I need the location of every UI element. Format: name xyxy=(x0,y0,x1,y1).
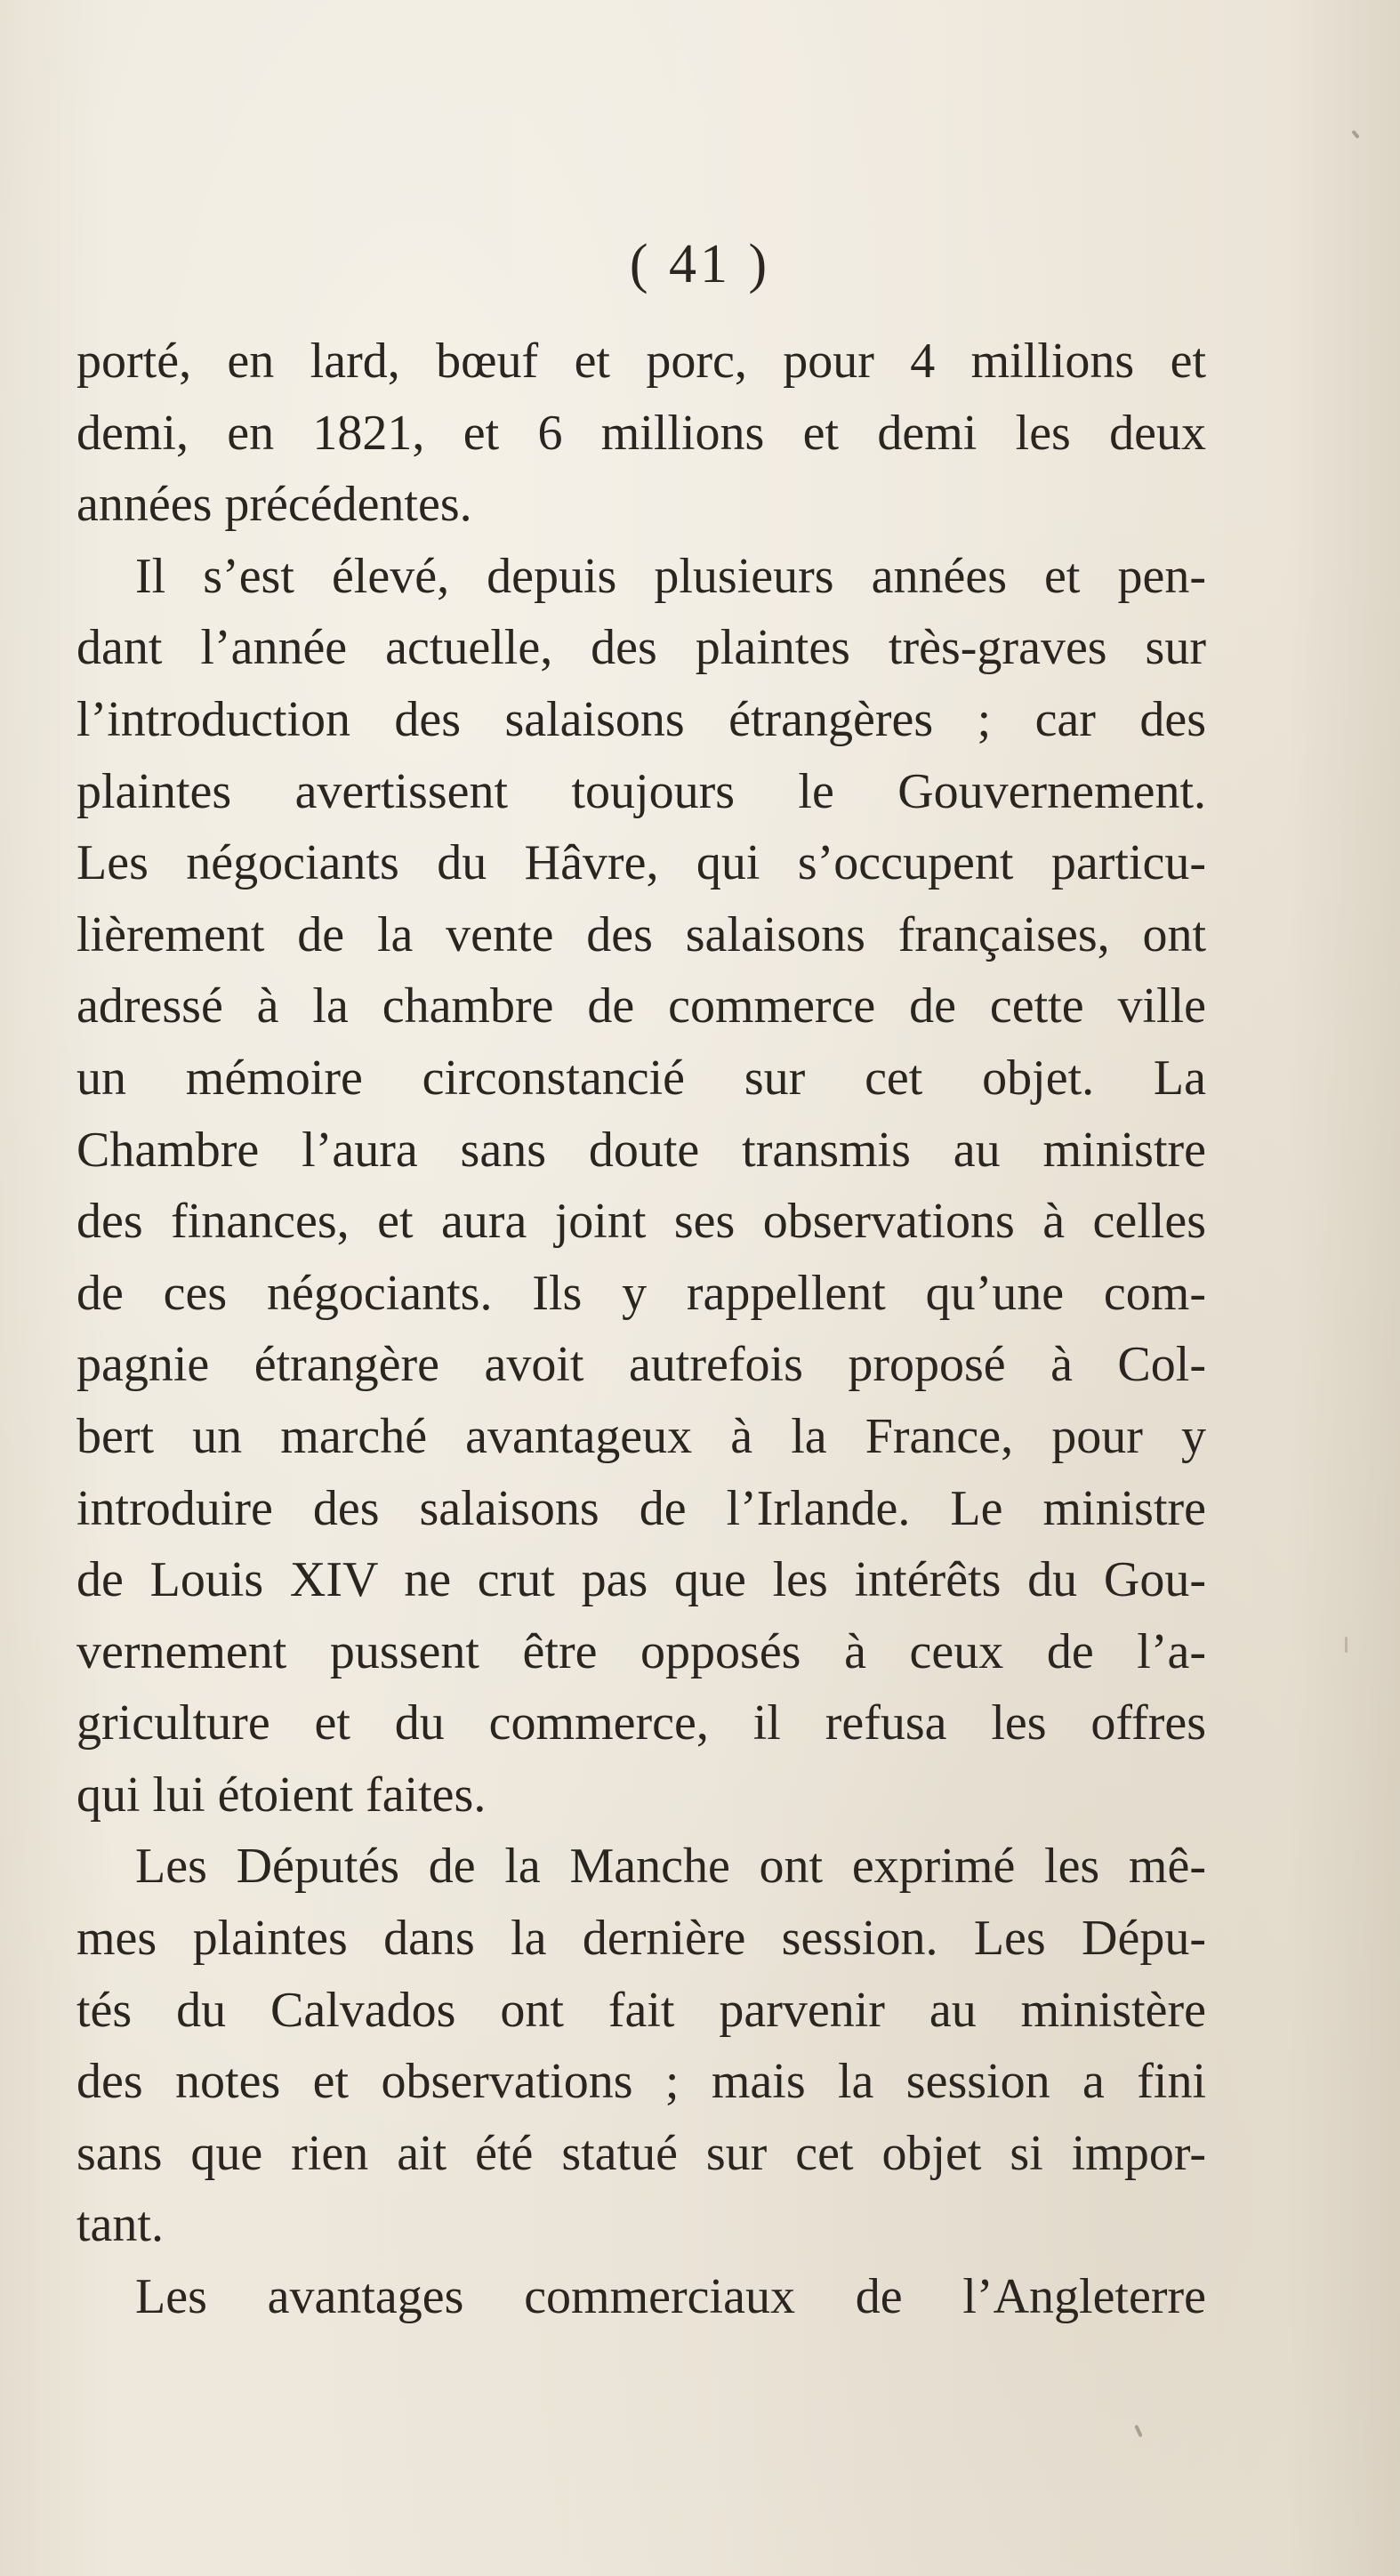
text-line: tés du Calvados ont fait parvenir au ministère xyxy=(76,1982,1206,2038)
text-line: Chambre l’aura sans doute transmis au ministre xyxy=(76,1122,1206,1178)
text-line: Il s’est élevé, depuis plusieurs années et pen- xyxy=(135,548,1206,604)
text-line: bert un marché avantageux à la France, pour y xyxy=(76,1408,1206,1464)
text-line: vernement pussent être opposés à ceux de l’a- xyxy=(76,1623,1206,1679)
text-line: lièrement de la vente des salaisons françaises, ont xyxy=(76,906,1206,962)
text-line: griculture et du commerce, il refusa les offres xyxy=(76,1695,1206,1751)
text-line: années précédentes. xyxy=(76,477,472,533)
text-line: Les avantages commerciaux de l’Angleterre xyxy=(135,2269,1206,2325)
text-line: l’introduction des salaisons étrangères ; car des xyxy=(76,691,1206,747)
text-line: Les Députés de la Manche ont exprimé les mê- xyxy=(135,1839,1206,1895)
text-line: tant. xyxy=(76,2197,164,2253)
text-line: mes plaintes dans la dernière session. Les Dépu- xyxy=(76,1911,1206,1967)
text-line: adressé à la chambre de commerce de cette ville xyxy=(76,978,1206,1034)
text-line: sans que rien ait été statué sur cet objet si impor- xyxy=(76,2125,1206,2181)
text-line: pagnie étrangère avoit autrefois proposé à Col- xyxy=(76,1337,1206,1393)
text-line: des notes et observations ; mais la session a fini xyxy=(76,2054,1206,2110)
text-line: introduire des salaisons de l’Irlande. Le ministre xyxy=(76,1480,1206,1536)
body-text xyxy=(76,326,1206,2333)
text-line: demi, en 1821, et 6 millions et demi les deux xyxy=(76,405,1206,461)
paper-mark xyxy=(1345,1637,1348,1653)
text-line: de ces négociants. Ils y rappellent qu’une com- xyxy=(76,1265,1206,1321)
paper-mark xyxy=(1134,2425,1143,2437)
text-line: plaintes avertissent toujours le Gouvernement. xyxy=(76,763,1206,819)
text-line: qui lui étoient faites. xyxy=(76,1767,487,1823)
text-line: des finances, et aura joint ses observations à celles xyxy=(76,1194,1206,1250)
page-number: ( 41 ) xyxy=(629,234,771,294)
paper-mark xyxy=(1351,130,1359,139)
text-line: un mémoire circonstancié sur cet objet. La xyxy=(76,1050,1206,1106)
text-line: dant l’année actuelle, des plaintes très-graves sur xyxy=(76,620,1206,676)
text-line: de Louis XIV ne crut pas que les intérêts du Gou- xyxy=(76,1552,1206,1608)
text-line: porté, en lard, bœuf et porc, pour 4 millions et xyxy=(76,334,1206,389)
text-line: Les négociants du Hâvre, qui s’occupent particu- xyxy=(76,835,1206,891)
